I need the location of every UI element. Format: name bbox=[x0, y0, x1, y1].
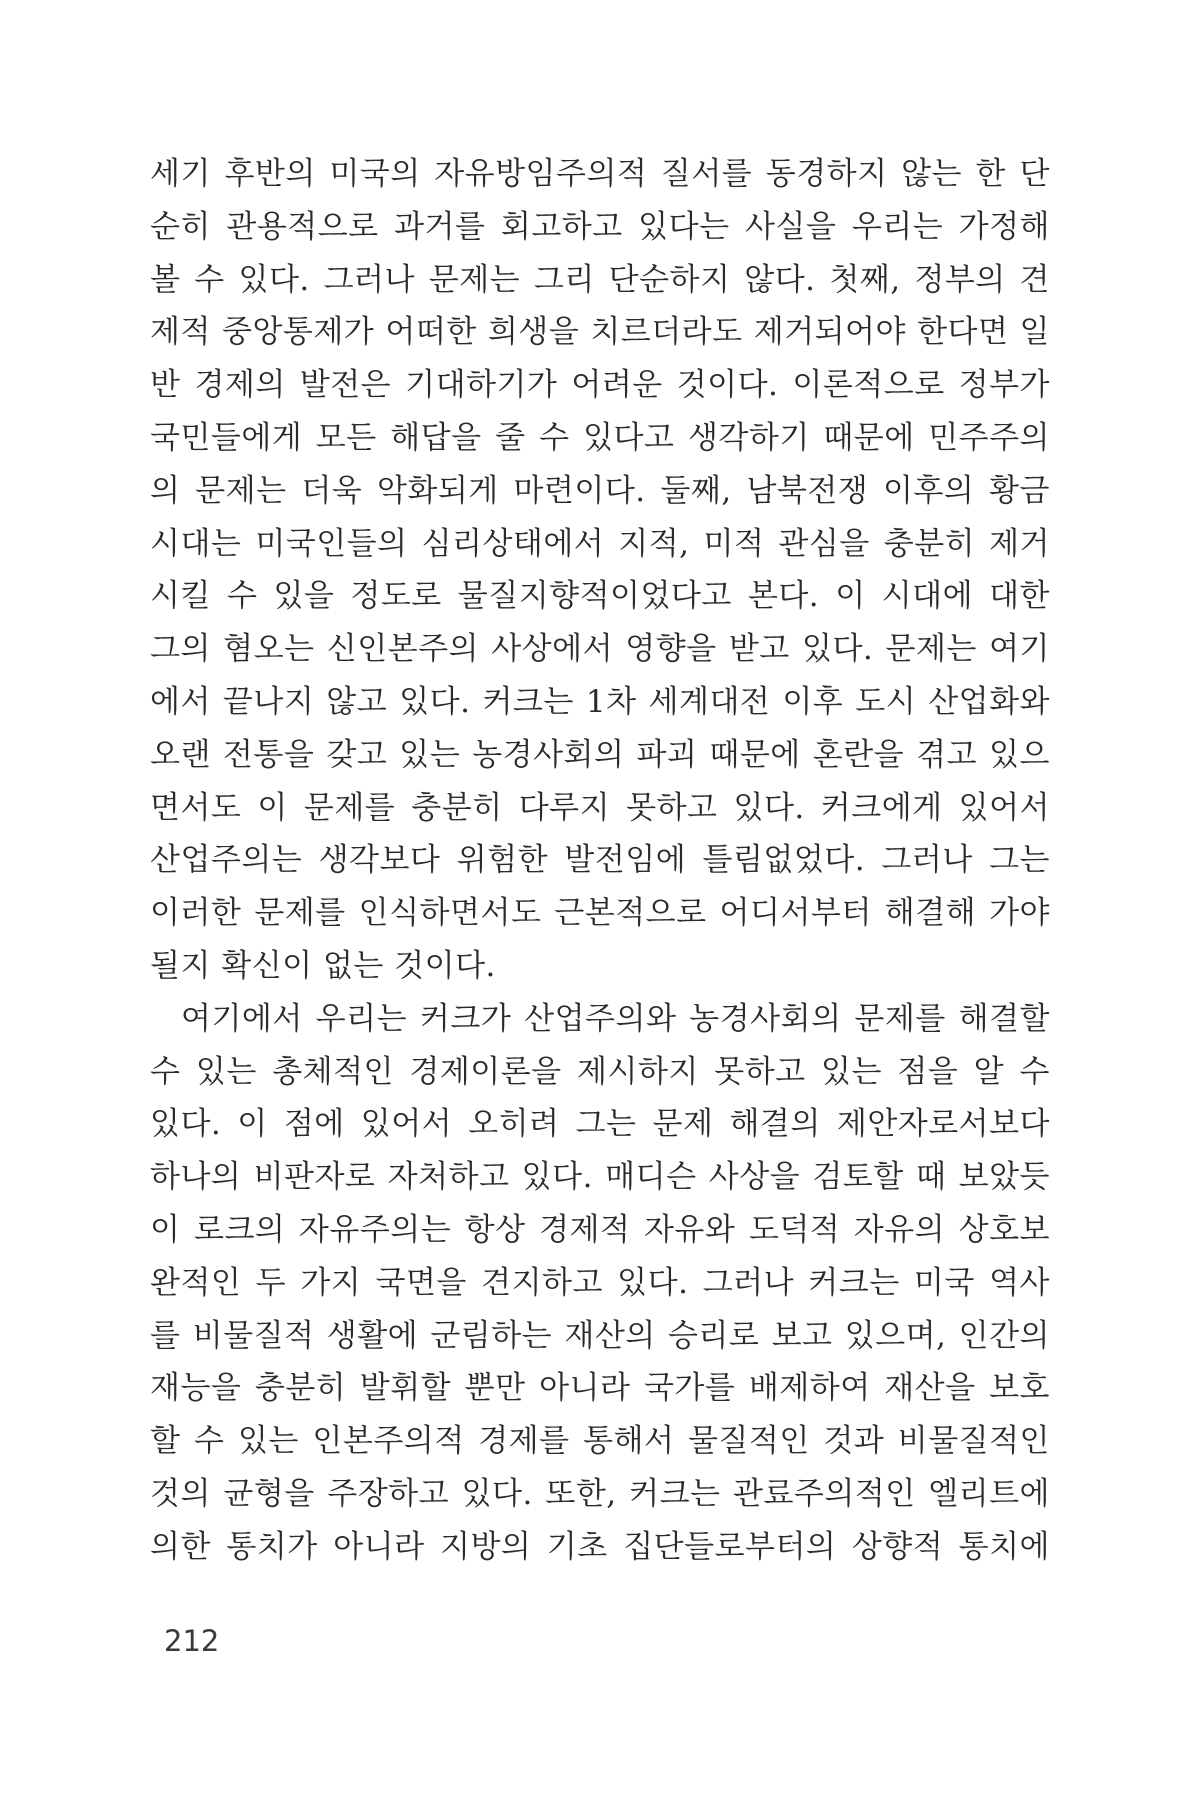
text-line: 재능을 충분히 발휘할 뿐만 아니라 국가를 배제하여 재산을 보호 bbox=[150, 1370, 1050, 1407]
paragraph-1 bbox=[150, 148, 1050, 993]
text-line: 이 로크의 자유주의는 항상 경제적 자유와 도덕적 자유의 상호보 bbox=[150, 1211, 1050, 1248]
paragraph-2 bbox=[150, 993, 1050, 1574]
text-line: 있다. 이 점에 있어서 오히려 그는 문제 해결의 제안자로서보다 bbox=[150, 1106, 1050, 1143]
body-text bbox=[150, 148, 1050, 1574]
text-line: 제적 중앙통제가 어떠한 희생을 치르더라도 제거되어야 한다면 일 bbox=[150, 314, 1050, 351]
text-line: 시대는 미국인들의 심리상태에서 지적, 미적 관심을 충분히 제거 bbox=[150, 525, 1050, 562]
text-line: 의 문제는 더욱 악화되게 마련이다. 둘째, 남북전쟁 이후의 황금 bbox=[150, 472, 1050, 509]
text-line: 면서도 이 문제를 충분히 다루지 못하고 있다. 커크에게 있어서 bbox=[150, 789, 1050, 826]
text-line: 오랜 전통을 갖고 있는 농경사회의 파괴 때문에 혼란을 겪고 있으 bbox=[150, 736, 1050, 773]
text-line: 될지 확신이 없는 것이다. bbox=[150, 947, 496, 984]
text-line: 하나의 비판자로 자처하고 있다. 매디슨 사상을 검토할 때 보았듯 bbox=[150, 1159, 1050, 1196]
text-line: 그의 혐오는 신인본주의 사상에서 영향을 받고 있다. 문제는 여기 bbox=[150, 631, 1050, 668]
text-line: 완적인 두 가지 국면을 견지하고 있다. 그러나 커크는 미국 역사 bbox=[150, 1264, 1050, 1301]
text-line: 볼 수 있다. 그러나 문제는 그리 단순하지 않다. 첫째, 정부의 견 bbox=[150, 261, 1050, 298]
text-line: 이러한 문제를 인식하면서도 근본적으로 어디서부터 해결해 가야 bbox=[150, 895, 1050, 932]
text-line: 세기 후반의 미국의 자유방임주의적 질서를 동경하지 않는 한 단 bbox=[150, 156, 1050, 192]
text-line: 여기에서 우리는 커크가 산업주의와 농경사회의 문제를 해결할 bbox=[181, 1000, 1050, 1037]
text-line: 에서 끝나지 않고 있다. 커크는 1차 세계대전 이후 도시 산업화와 bbox=[150, 683, 1050, 720]
page-number: 212 bbox=[164, 1624, 220, 1658]
text-line: 시킬 수 있을 정도로 물질지향적이었다고 본다. 이 시대에 대한 bbox=[150, 578, 1050, 615]
text-line: 국민들에게 모든 해답을 줄 수 있다고 생각하기 때문에 민주주의 bbox=[150, 419, 1050, 456]
text-line: 산업주의는 생각보다 위험한 발전임에 틀림없었다. 그러나 그는 bbox=[150, 842, 1050, 879]
text-line: 의한 통치가 아니라 지방의 기초 집단들로부터의 상향적 통치에 bbox=[150, 1528, 1050, 1565]
text-line: 할 수 있는 인본주의적 경제를 통해서 물질적인 것과 비물질적인 bbox=[150, 1423, 1050, 1460]
text-line: 를 비물질적 생활에 군림하는 재산의 승리로 보고 있으며, 인간의 bbox=[150, 1317, 1050, 1354]
text-line: 수 있는 총체적인 경제이론을 제시하지 못하고 있는 점을 알 수 bbox=[150, 1053, 1050, 1090]
text-line: 순히 관용적으로 과거를 회고하고 있다는 사실을 우리는 가정해 bbox=[150, 208, 1050, 245]
text-line: 것의 균형을 주장하고 있다. 또한, 커크는 관료주의적인 엘리트에 bbox=[150, 1475, 1050, 1512]
text-line: 반 경제의 발전은 기대하기가 어려운 것이다. 이론적으로 정부가 bbox=[150, 367, 1050, 404]
